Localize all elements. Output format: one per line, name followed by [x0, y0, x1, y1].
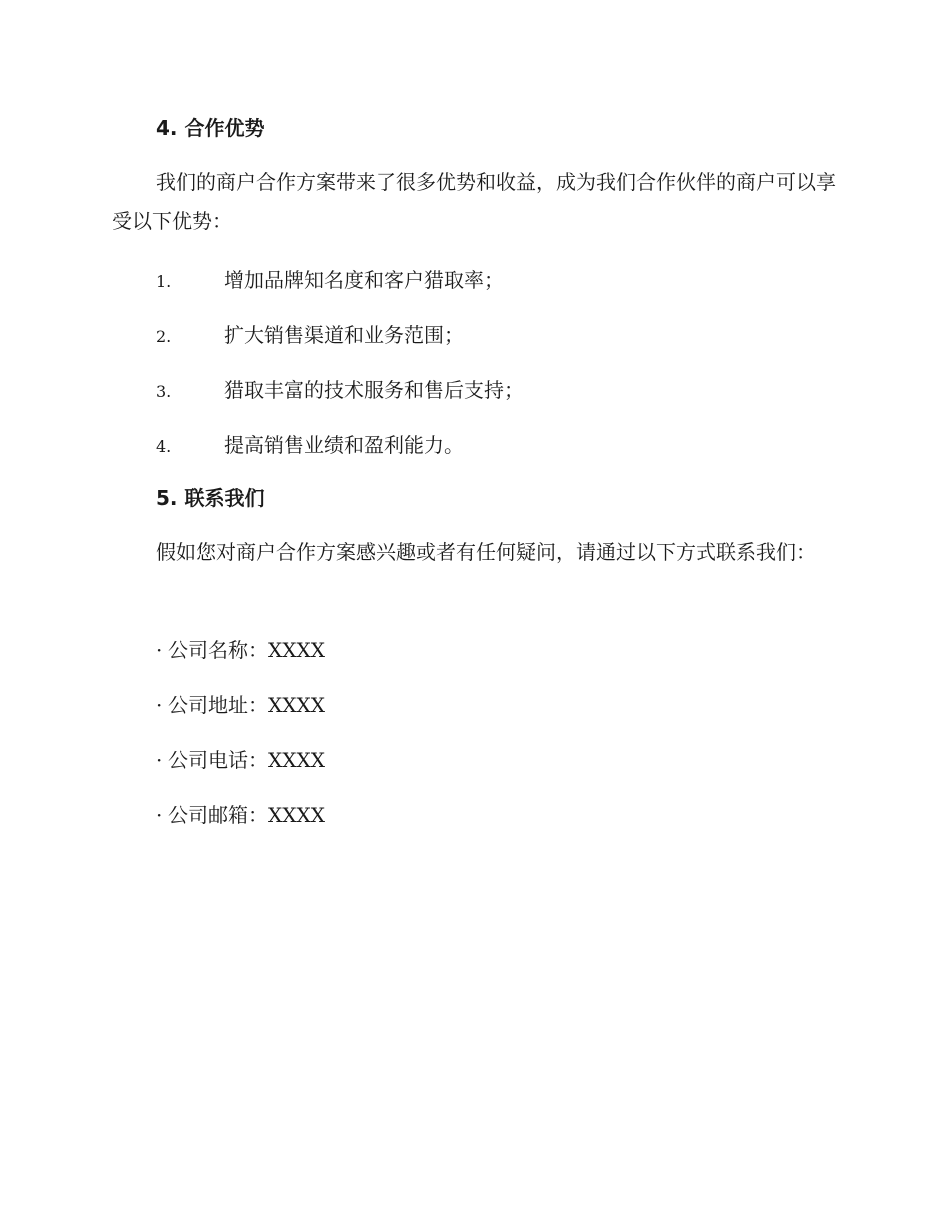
contact-label: 公司电话：: [168, 748, 268, 772]
list-item-text: 扩大销售渠道和业务范围；: [224, 323, 464, 347]
bullet-dot: ·: [156, 693, 163, 717]
contact-value: XXXX: [268, 803, 325, 827]
list-item-text: 提高销售业绩和盈利能力。: [224, 433, 464, 457]
bullet-dot: ·: [156, 803, 163, 827]
section-heading-contact: 5. 联系我们: [156, 486, 265, 510]
bullet-dot: ·: [156, 748, 163, 772]
list-item: [156, 431, 464, 461]
list-item-text: 猎取丰富的技术服务和售后支持；: [224, 378, 524, 402]
section-paragraph-contact: [112, 533, 842, 572]
contact-value: XXXX: [268, 693, 325, 717]
list-item: [156, 266, 504, 296]
list-item-text: 增加品牌知名度和客户猎取率；: [224, 268, 504, 292]
contact-label: 公司邮箱：: [168, 803, 268, 827]
contact-label: 公司地址：: [168, 693, 268, 717]
paragraph-text: 我们的商户合作方案带来了很多优势和收益，成为我们合作伙伴的商户可以享受以下优势：: [112, 170, 836, 233]
contact-value: XXXX: [268, 748, 325, 772]
list-item: [156, 376, 524, 406]
list-item-number: 2.: [156, 327, 172, 346]
bullet-dot: ·: [156, 638, 163, 662]
list-item-number: 1.: [156, 272, 172, 291]
contact-item: [156, 636, 325, 664]
contact-item: [156, 801, 325, 829]
contact-label: 公司名称：: [168, 638, 268, 662]
contact-value: XXXX: [268, 638, 325, 662]
paragraph-text: 假如您对商户合作方案感兴趣或者有任何疑问，请通过以下方式联系我们：: [156, 540, 816, 564]
list-item-number: 3.: [156, 382, 172, 401]
list-item: [156, 321, 464, 351]
list-item-number: 4.: [156, 437, 172, 456]
section-heading-advantages: 4. 合作优势: [156, 116, 265, 140]
section-paragraph-advantages: [112, 163, 842, 241]
contact-item: [156, 746, 325, 774]
contact-item: [156, 691, 325, 719]
